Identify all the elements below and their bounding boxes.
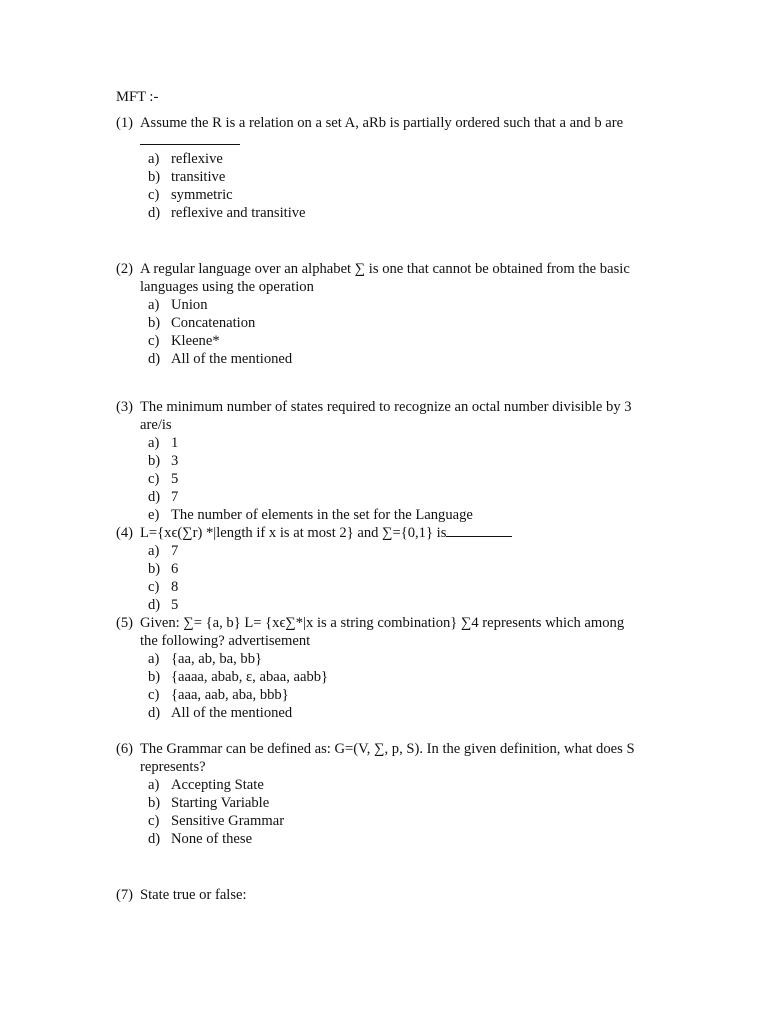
- question-text-line-2: languages using the operation: [140, 279, 314, 295]
- option-a: a) Union: [148, 297, 208, 313]
- question-5: [116, 614, 676, 722]
- question-number: (4): [116, 525, 134, 541]
- option-d: d) None of these: [148, 831, 253, 847]
- option-b: b) Starting Variable: [148, 795, 270, 811]
- document-page: [116, 88, 676, 904]
- question-number: (6): [116, 741, 134, 757]
- question-text-line-1: A regular language over an alphabet ∑ is one that cannot be obtained from the basic: [140, 261, 630, 277]
- question-number: (1): [116, 115, 134, 131]
- question-7: [116, 886, 676, 904]
- option-d: d) All of the mentioned: [148, 705, 293, 721]
- question-text-line-1: The minimum number of states required to recognize an octal number divisible by 3: [140, 399, 632, 415]
- option-c: c) Kleene*: [148, 333, 220, 349]
- question-number: (2): [116, 261, 134, 277]
- answer-blank-line: [446, 524, 512, 537]
- question-number: (7): [116, 887, 134, 903]
- question-1: [116, 114, 676, 222]
- option-c: c) 8: [148, 579, 179, 595]
- option-c: c) {aaa, aab, aba, bbb}: [148, 687, 289, 703]
- question-text-line-1: The Grammar can be defined as: G=(V, ∑, p, S). In the given definition, what does S: [140, 741, 635, 757]
- question-text-line-2: the following? advertisement: [140, 633, 311, 649]
- option-a: a) Accepting State: [148, 777, 264, 793]
- option-b: b) transitive: [148, 169, 226, 185]
- question-text-line-1: Given: ∑= {a, b} L= {xϵ∑*|x is a string combination} ∑4 represents which among: [140, 615, 625, 631]
- option-d: d) All of the mentioned: [148, 351, 293, 367]
- question-text-line-2: represents?: [140, 759, 206, 775]
- question-6: [116, 740, 676, 848]
- option-c: c) Sensitive Grammar: [148, 813, 285, 829]
- question-3: [116, 398, 676, 524]
- option-a: a) {aa, ab, ba, bb}: [148, 651, 262, 667]
- option-e: e) The number of elements in the set for the Language: [148, 507, 473, 523]
- option-b: b) Concatenation: [148, 315, 256, 331]
- option-b: b) 6: [148, 561, 179, 577]
- question-number: (5): [116, 615, 134, 631]
- option-d: d) 5: [148, 597, 179, 613]
- question-number: (3): [116, 399, 134, 415]
- option-d: d) reflexive and transitive: [148, 205, 306, 221]
- question-4: [116, 524, 676, 614]
- question-text: L={xϵ(∑r) *|length if x is at most 2} and ∑={0,1} is: [140, 524, 676, 542]
- question-text: State true or false:: [140, 887, 247, 903]
- option-c: c) 5: [148, 471, 179, 487]
- option-b: b) 3: [148, 453, 179, 469]
- document-heading: MFT :-: [116, 89, 159, 105]
- question-2: [116, 260, 676, 368]
- question-text-line-2: are/is: [140, 417, 172, 433]
- answer-blank-line: [140, 132, 676, 150]
- option-a: a) 1: [148, 435, 179, 451]
- option-a: a) reflexive: [148, 151, 223, 167]
- option-c: c) symmetric: [148, 187, 233, 203]
- option-b: b) {aaaa, abab, ε, abaa, aabb}: [148, 669, 329, 685]
- question-text: Assume the R is a relation on a set A, aRb is partially ordered such that a and b are: [140, 115, 624, 131]
- option-a: a) 7: [148, 543, 179, 559]
- option-d: d) 7: [148, 489, 179, 505]
